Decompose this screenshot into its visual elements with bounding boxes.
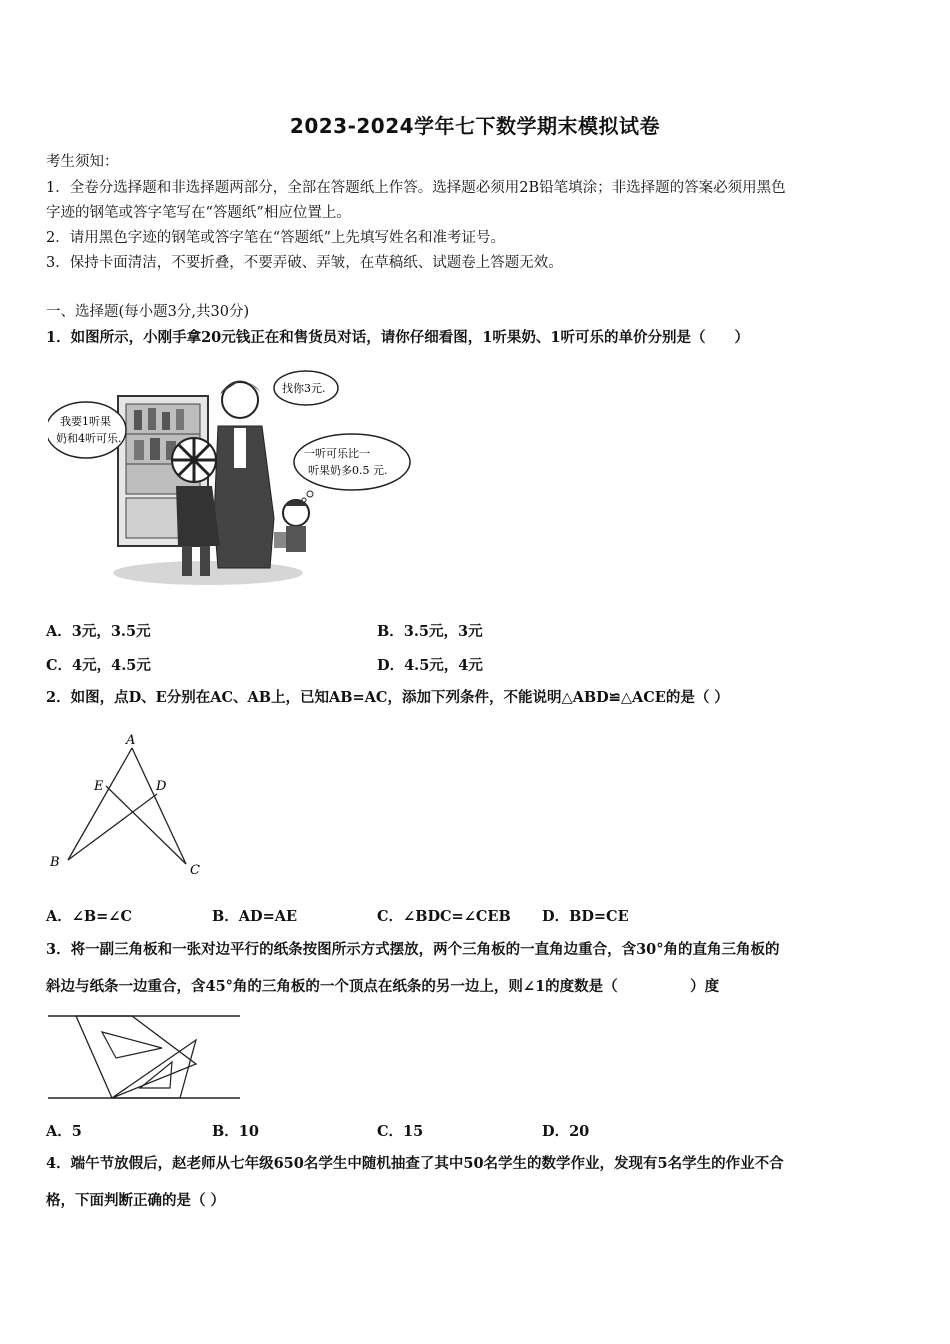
q2-triangle-figure <box>44 728 214 880</box>
section-heading: 一、选择题(每小题3分,共30分) <box>46 304 250 320</box>
q3-stem-line1: 3．将一副三角板和一张对边平行的纸条按图所示方式摆放，两个三角板的一直角边重合，含30°角的直角三角板的 <box>46 941 780 958</box>
notice-item-1-cont: 字迹的钢笔或答字笔写在“答题纸”相应位置上。 <box>46 205 351 221</box>
q3-stem-line2: 斜边与纸条一边重合，含45°角的三角板的一个顶点在纸条的另一边上，则∠1的度数是（ ）度 <box>46 978 720 995</box>
q1-illustration <box>48 368 418 593</box>
bubble-boy-line2: 奶和4听可乐. <box>56 432 122 445</box>
q1-option-b: B．3.5元，3元 <box>377 623 483 640</box>
bubble-saleswoman: 找你3元. <box>282 382 326 395</box>
label-b: B <box>50 855 60 870</box>
label-e: E <box>94 779 104 794</box>
q3-setsquare-figure <box>46 1010 242 1104</box>
notice-item-1: 1．全卷分选择题和非选择题两部分，全部在答题纸上作答。选择题必须用2B铅笔填涂；非选择题的答案必须用黑色 <box>46 180 786 196</box>
bubble-smallboy-line2: 听果奶多0.5 元. <box>308 464 388 477</box>
q4-stem-line1: 4．端午节放假后，赵老师从七年级650名学生中随机抽查了其中50名学生的数学作业，发现有5名学生的作业不合 <box>46 1155 784 1172</box>
q1-stem: 1．如图所示，小刚手拿20元钱正在和售货员对话，请你仔细看图，1听果奶、1听可乐的单价分别是（ ） <box>46 329 749 346</box>
page-title: 2023-2024学年七下数学期末模拟试卷 <box>289 114 661 138</box>
q3-option-a: A．5 <box>46 1123 82 1140</box>
notice-item-2: 2．请用黑色字迹的钢笔或答字笔在“答题纸”上先填写姓名和准考证号。 <box>46 230 506 246</box>
q4-stem-line2: 格，下面判断正确的是（ ） <box>46 1192 226 1209</box>
bubble-smallboy-line1: 一听可乐比一 <box>304 447 370 460</box>
q1-option-a: A．3元，3.5元 <box>46 623 151 640</box>
q2-option-b: B．AD=AE <box>212 908 298 925</box>
q1-option-d: D．4.5元，4元 <box>377 657 483 674</box>
q2-option-c: C．∠BDC=∠CEB <box>377 908 511 925</box>
q3-option-c: C．15 <box>377 1123 424 1140</box>
q1-option-c: C．4元，4.5元 <box>46 657 151 674</box>
notice-item-3: 3．保持卡面清洁，不要折叠，不要弄破、弄皱，在草稿纸、试题卷上答题无效。 <box>46 255 563 271</box>
q2-stem: 2．如图，点D、E分别在AC、AB上，已知AB=AC，添加下列条件，不能说明△ABD≌△ACE的是（ ） <box>46 689 729 706</box>
label-d: D <box>156 779 167 794</box>
label-a: A <box>126 733 136 748</box>
q3-option-d: D．20 <box>542 1123 590 1140</box>
q2-option-d: D．BD=CE <box>542 908 629 925</box>
label-c: C <box>190 863 200 878</box>
bubble-boy-line1: 我要1听果 <box>60 415 111 428</box>
q3-option-b: B．10 <box>212 1123 259 1140</box>
q2-option-a: A．∠B=∠C <box>46 908 132 925</box>
notice-heading: 考生须知： <box>46 154 119 170</box>
